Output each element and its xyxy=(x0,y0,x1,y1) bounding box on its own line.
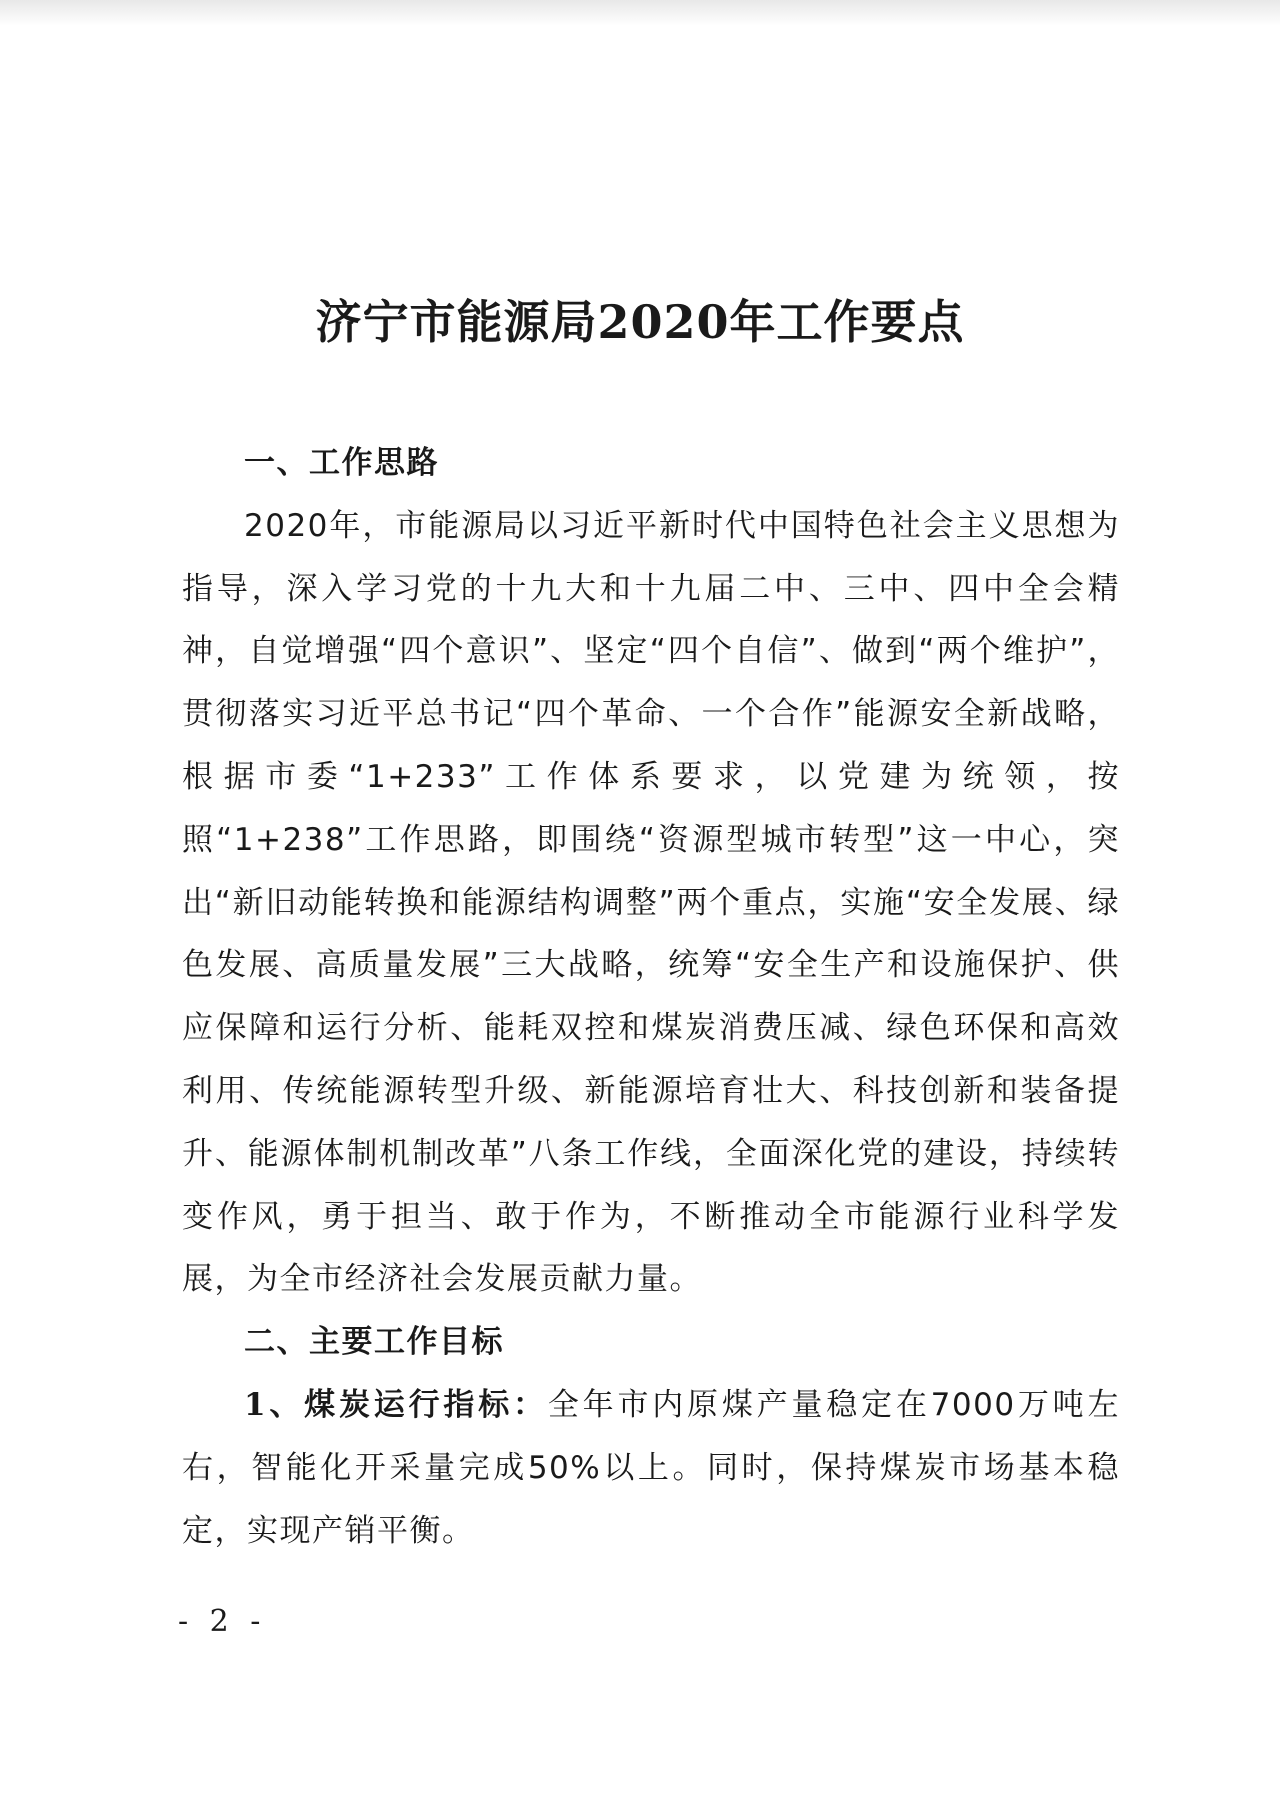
goal-item-coal xyxy=(182,1374,1120,1562)
document-title: 济宁市能源局2020年工作要点 xyxy=(315,295,965,349)
section-heading-main-goals: 二、主要工作目标 xyxy=(244,1324,504,1361)
page-number: - 2 - xyxy=(178,1604,267,1639)
section-heading-work-approach: 一、工作思路 xyxy=(244,445,439,481)
goal-item-text: 全年市内原煤产量稳定在7000万吨左右，智能化开采量完成50%以上。同时，保持煤炭市场基本稳定，实现产销平衡。 xyxy=(182,1386,1120,1549)
paragraph-work-approach: 2020年，市能源局以习近平新时代中国特色社会主义思想为指导，深入学习党的十九大和十九届二中、三中、四中全会精神，自觉增强“四个意识”、坚定“四个自信”、做到“两个维护”，贯彻落实习近平总书记“四个革命、一个合作”能源安全新战略，根据市委“1+233”工作体系要求，以党建为统领，按照“1+238”工作思路，即围绕“资源型城市转型”这一中心，突出“新旧动能转换和能源结构调整”两个重点，实施“安全发展、绿色发展、高质量发展”三大战略，统筹“安全生产和设施保护、供应保障和运行分析、能耗双控和煤炭消费压减、绿色环保和高效利用、传统能源转型升级、新能源培育壮大、科技创新和装备提升、能源体制机制改革”八条工作线，全面深化党的建设，持续转变作风，勇于担当、敢于作为，不断推动全市能源行业科学发展，为全市经济社会发展贡献力量。 xyxy=(182,507,1120,1298)
goal-item-label: 1、煤炭运行指标： xyxy=(244,1386,548,1423)
document-body xyxy=(182,432,1120,1562)
scan-shadow xyxy=(0,0,1280,26)
